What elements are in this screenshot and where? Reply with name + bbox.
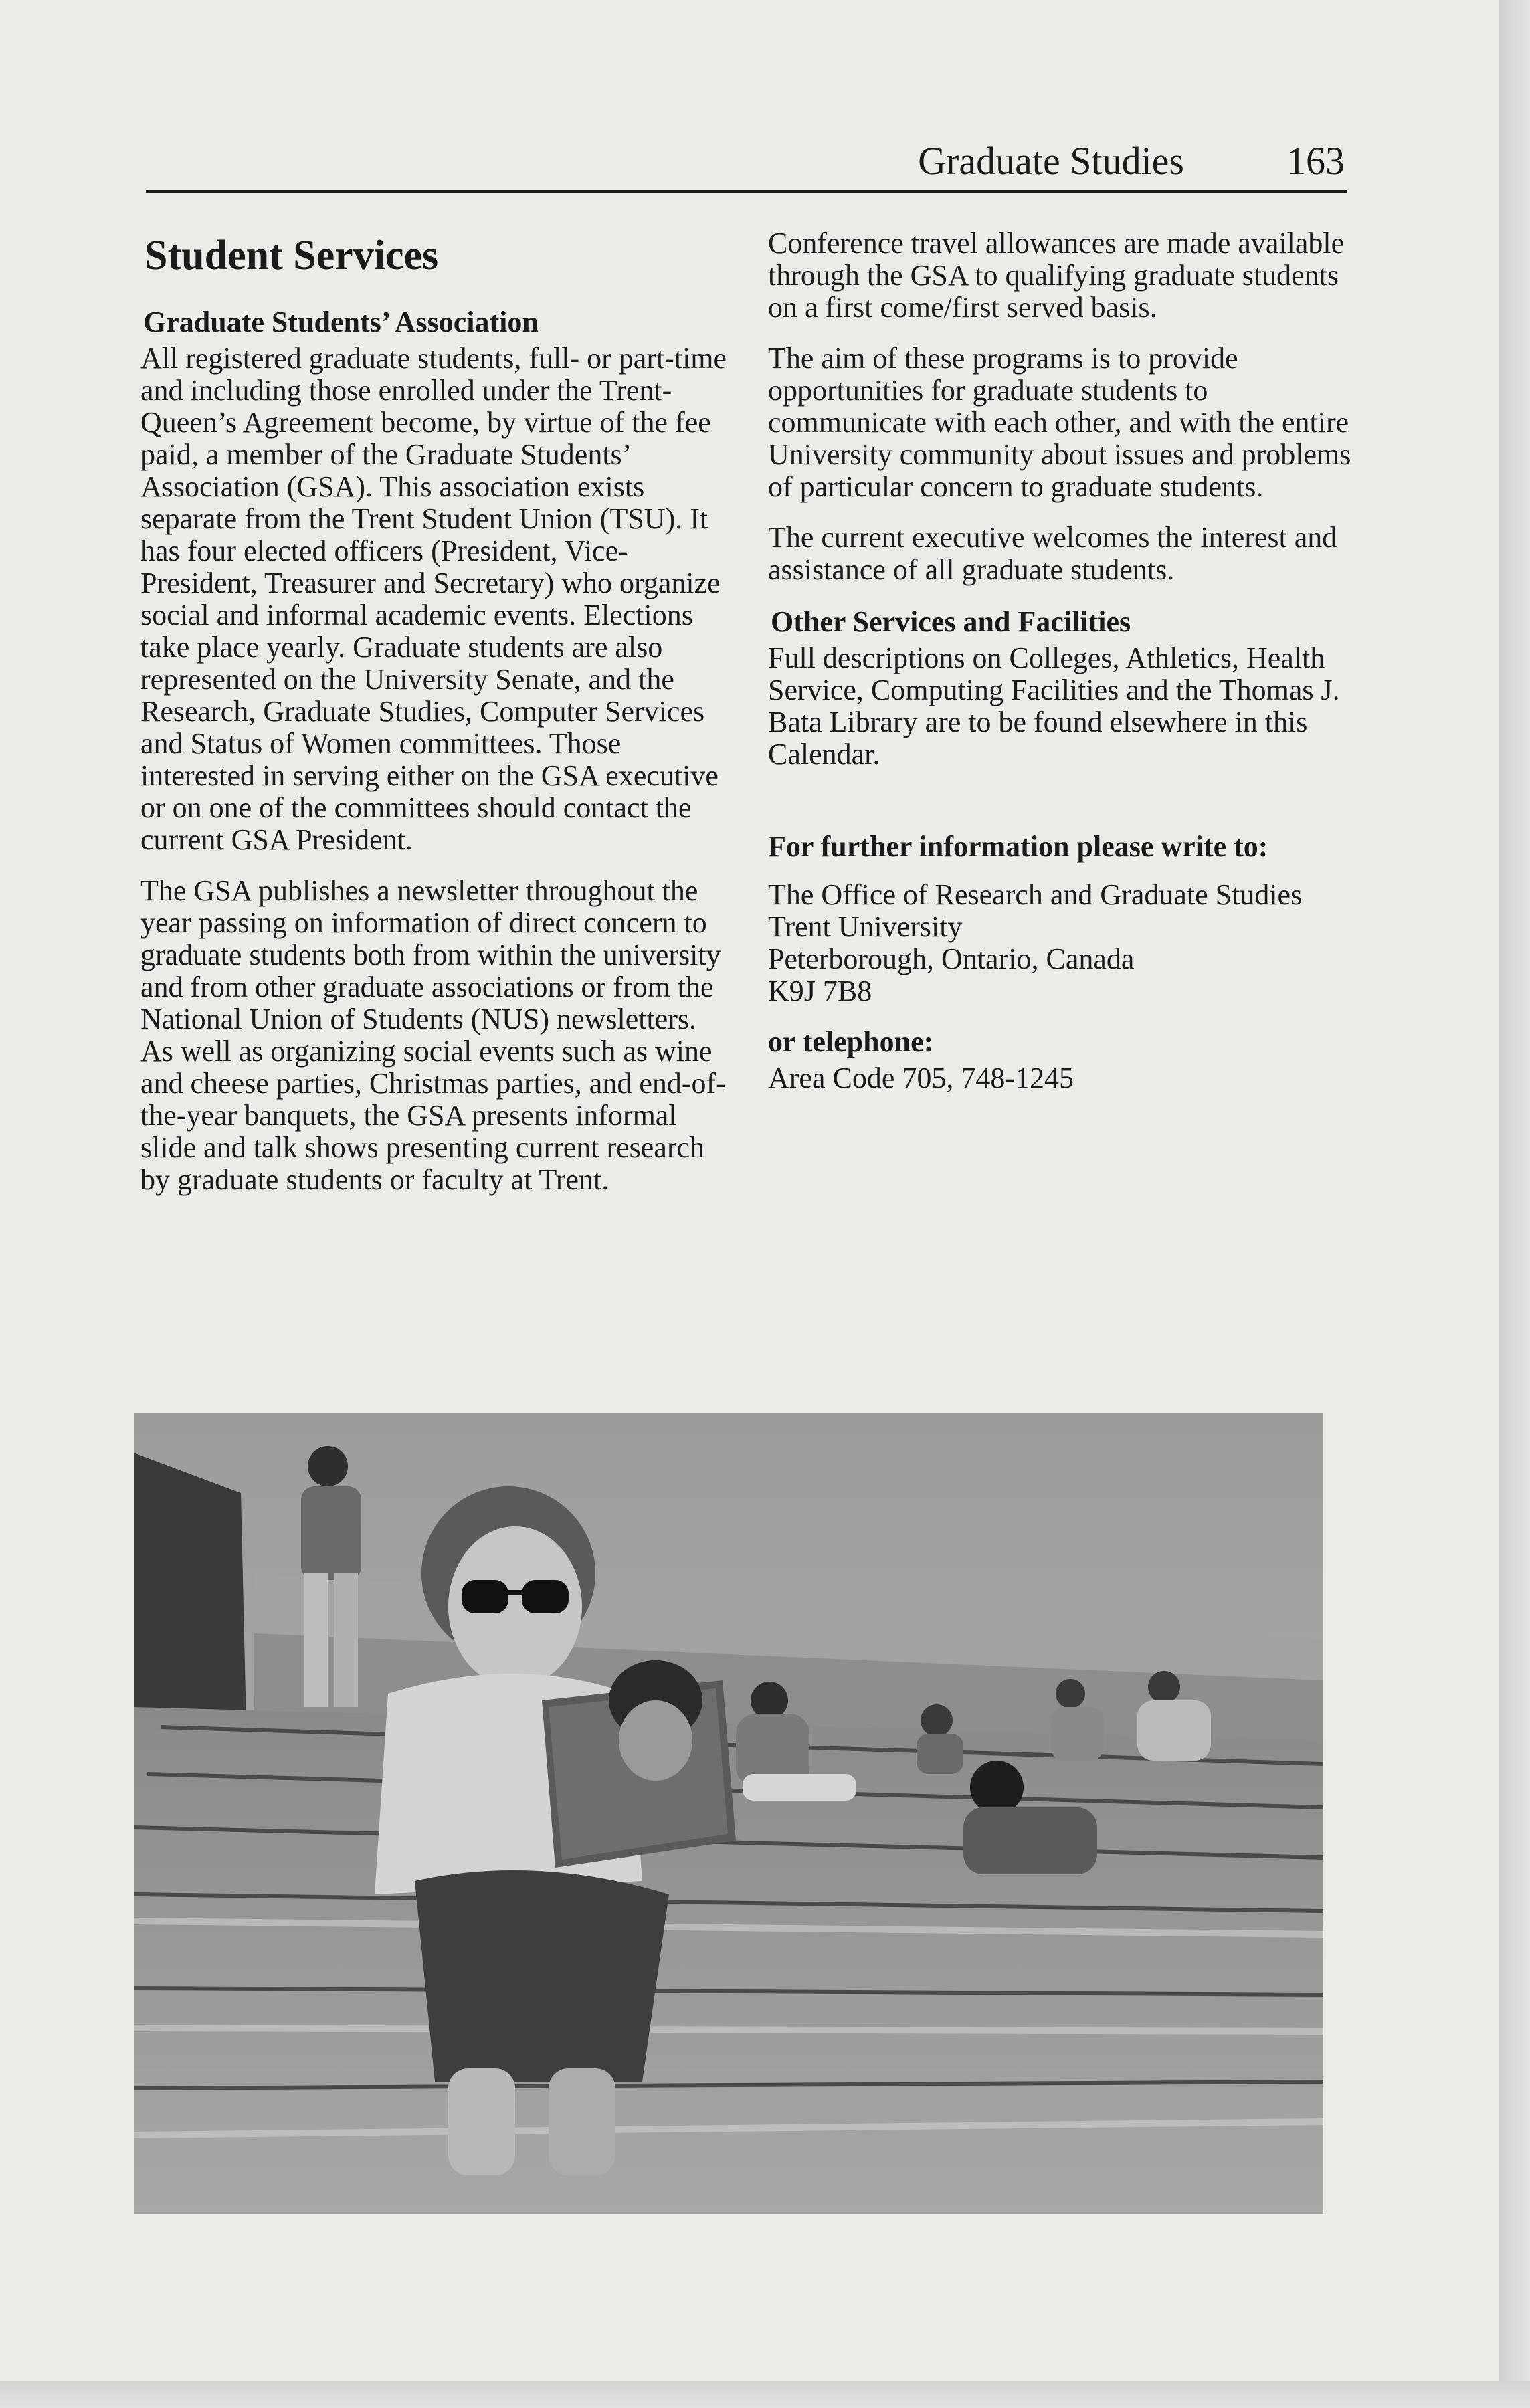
section-title: Student Services — [145, 233, 439, 278]
other-services-heading: Other Services and Facilities — [771, 605, 1131, 638]
address-line: Trent University — [768, 910, 963, 943]
gsa-paragraph-membership: All registered graduate students, full- or part-time and including those enrolled under the Trent-Queen’s Agreement become, by virtue of the fee paid, a member of the Graduate Students’ Association (GSA). This association exists separate from the Trent Student Union (TSU). It has four elected officers (President, Vice-President, Treasurer and Secretary) who organize social and informal academic events. Elections take place yearly. Graduate students are also represented on the University Senate, and the Research, Graduate Studies, Computer Services and Status of Women committees. Those interested in serving either on the GSA executive or on one of the committees should contact the current GSA President. — [140, 342, 727, 856]
running-header — [146, 131, 1345, 191]
gsa-paragraph-newsletter: The GSA publishes a newsletter throughout the year passing on information of direct concern to graduate students both from within the university and from other graduate associations or from the National Union of Students (NUS) newsletters. As well as organizing social events such as wine and cheese parties, Christmas parties, and end-of-the-year banquets, the GSA presents informal slide and talk shows presenting current research by graduate students or faculty at Trent. — [140, 874, 726, 1196]
header-rule — [146, 190, 1347, 193]
page-number: 163 — [1286, 139, 1345, 183]
phone-number: Area Code 705, 748-1245 — [768, 1062, 1074, 1094]
page-edge-shadow — [1499, 0, 1530, 2408]
page-bottom-edge — [0, 2381, 1530, 2408]
header-section-title: Graduate Studies — [918, 139, 1184, 183]
address-line: K9J 7B8 — [768, 975, 872, 1007]
left-column — [140, 227, 729, 1215]
gsa-heading: Graduate Students’ Association — [143, 306, 539, 338]
students-on-steps-photo — [134, 1413, 1323, 2214]
mailing-address — [768, 879, 1357, 1007]
write-heading: For further information please write to: — [768, 830, 1268, 863]
address-line: The Office of Research and Graduate Studies — [768, 878, 1303, 911]
gsa-paragraph-aim: The aim of these programs is to provide opportunities for graduate students to communicate with each other, and with the entire University community about issues and problems of particular concern to graduate students. — [768, 342, 1351, 503]
address-line: Peterborough, Ontario, Canada — [768, 942, 1135, 975]
gsa-paragraph-executive: The current executive welcomes the interest and assistance of all graduate students. — [768, 521, 1337, 586]
phone-heading: or telephone: — [768, 1025, 934, 1058]
other-services-text: Full descriptions on Colleges, Athletics, Health Service, Computing Facilities and the Thomas J. Bata Library are to be found elsewhere in this Calendar. — [768, 641, 1340, 771]
gsa-paragraph-travel: Conference travel allowances are made available through the GSA to qualifying graduate students on a first come/first served basis. — [768, 227, 1345, 324]
right-column — [768, 227, 1357, 1113]
spacer — [768, 789, 1357, 831]
